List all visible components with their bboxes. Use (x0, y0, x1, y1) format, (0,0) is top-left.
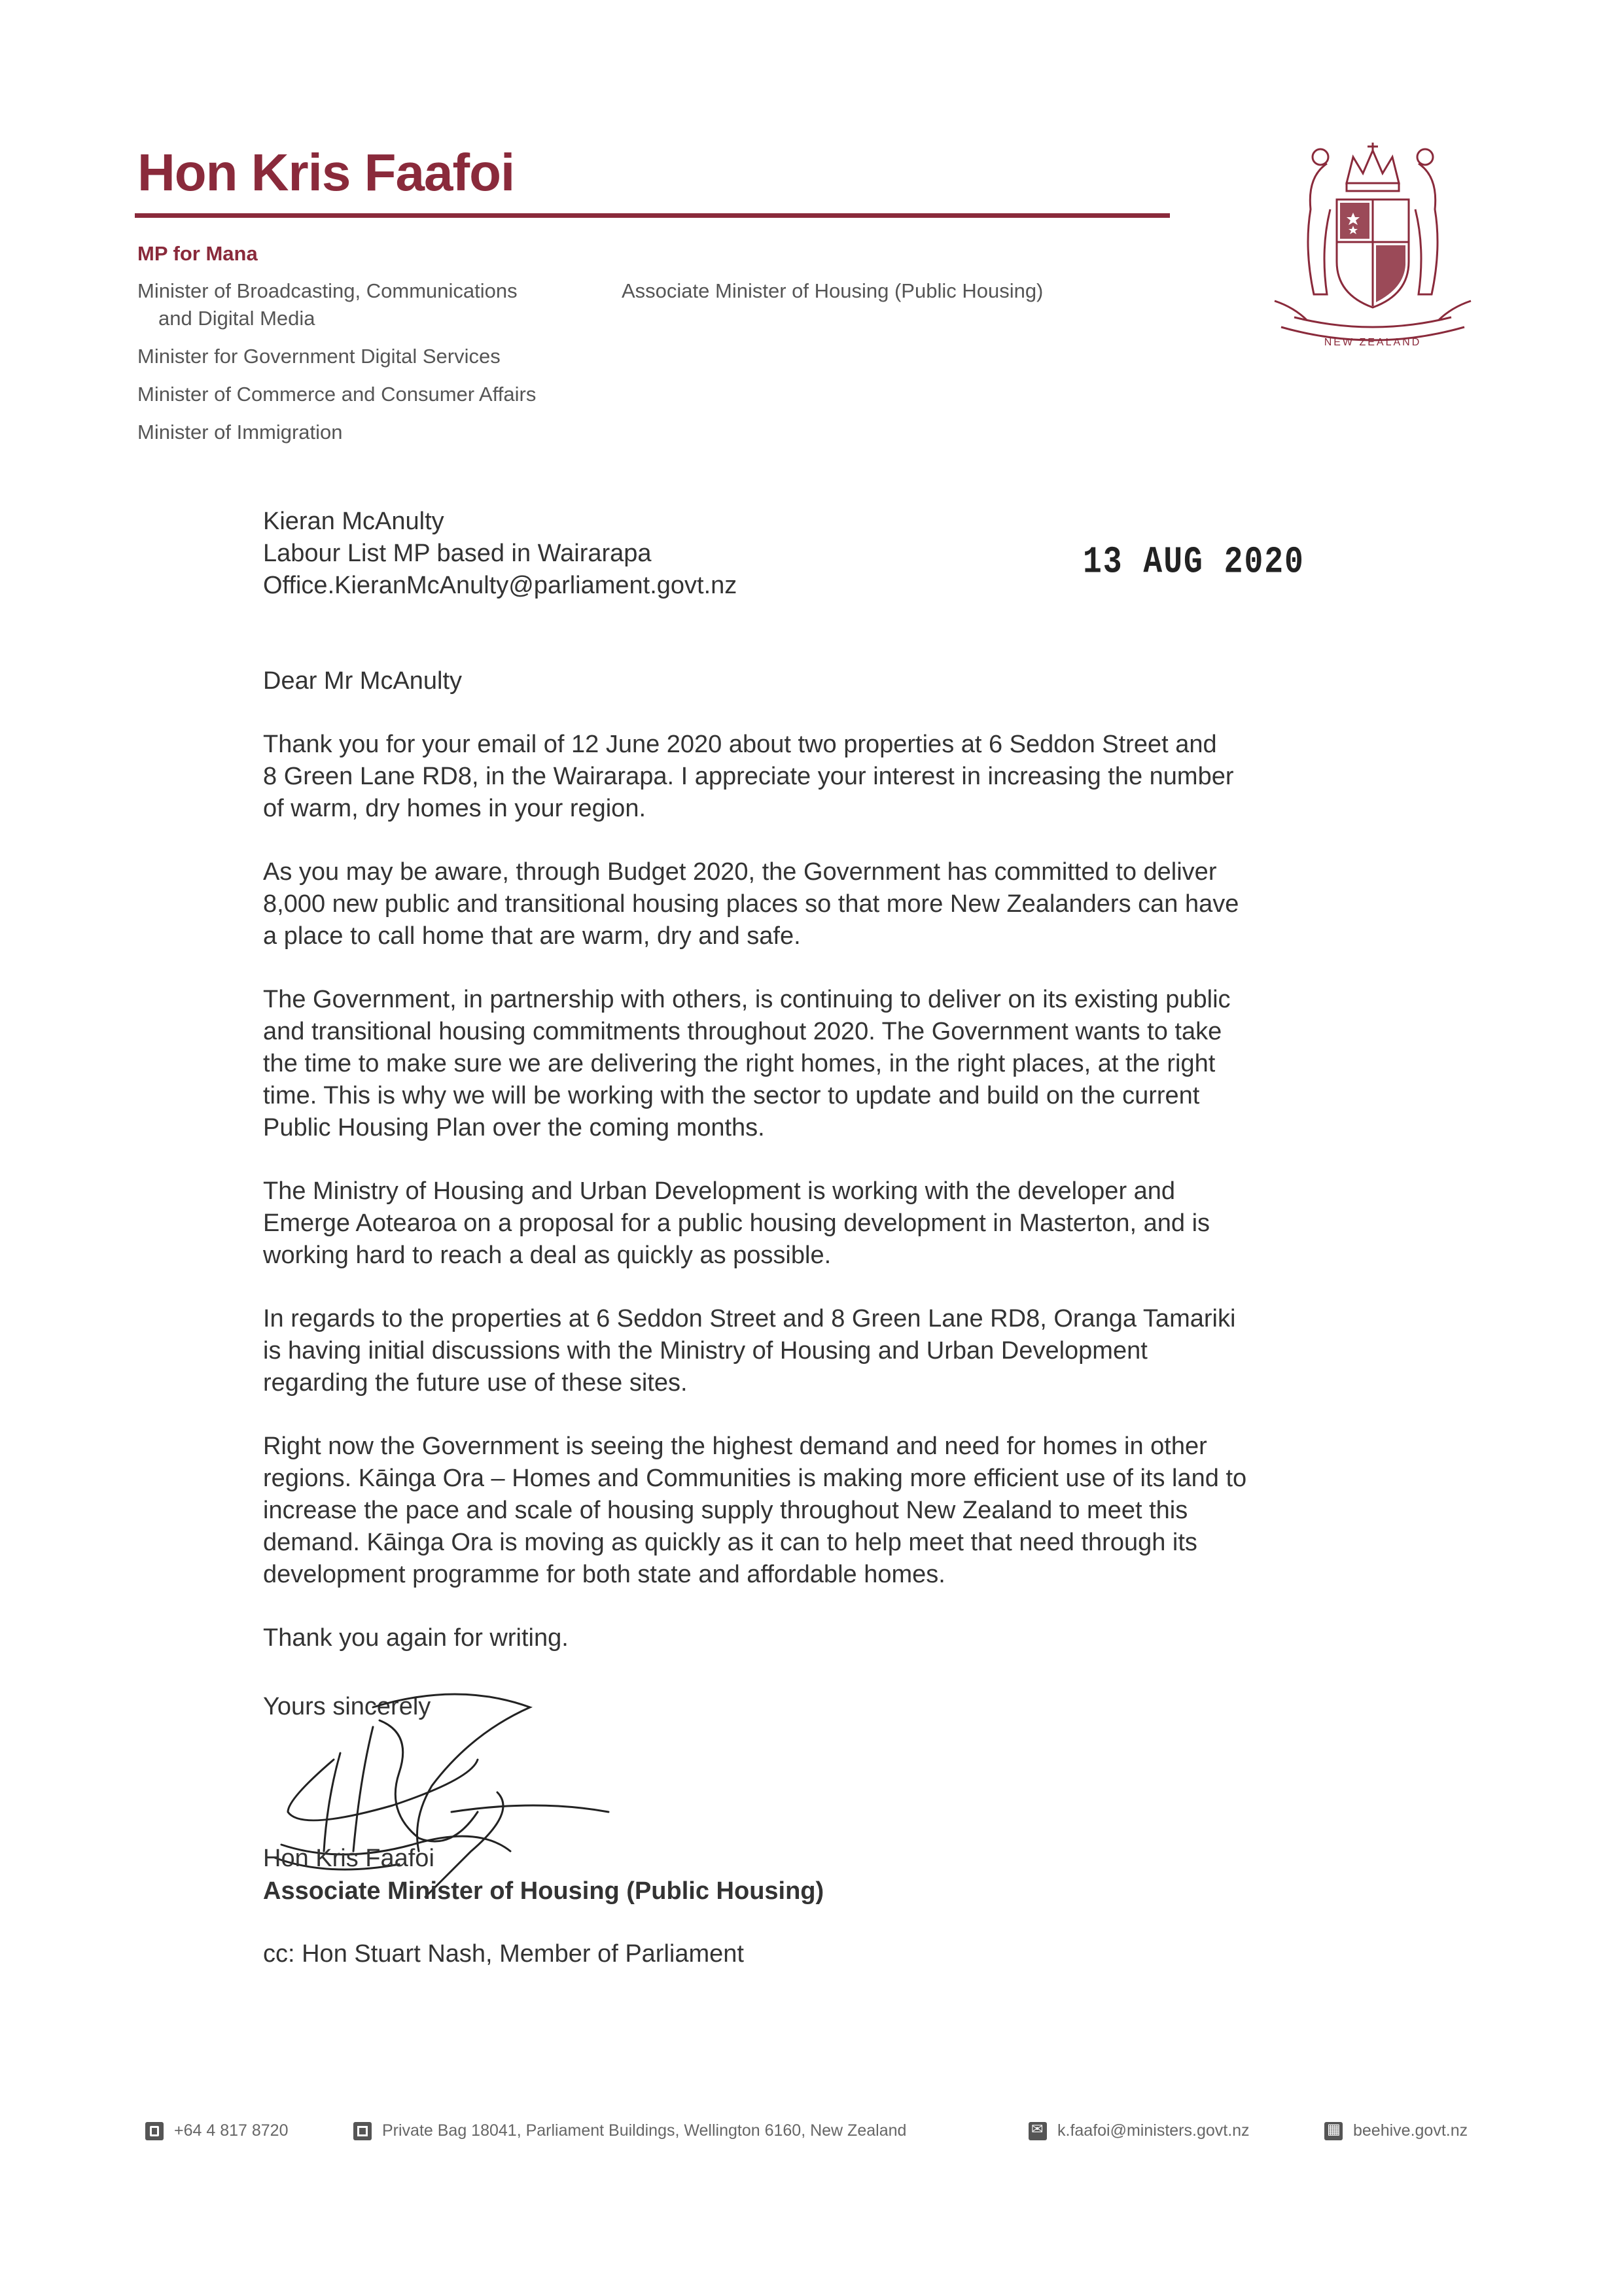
electorate: MP for Mana (137, 242, 258, 265)
coat-of-arms-icon (1255, 137, 1491, 360)
recipient-name: Kieran McAnulty (263, 508, 444, 535)
closing: Yours sincerely (263, 1693, 431, 1720)
paragraph: Thank you for your email of 12 June 2020 about two properties at 6 Seddon Street and 8 Green Lane RD8, in the Wairarapa. I appreciate your interest in increasing the number of warm, dry homes in your region. (263, 731, 1234, 822)
portfolio-item: Minister of Immigration (137, 421, 343, 444)
letter-body (263, 665, 1402, 1686)
portfolio-item: Minister of Broadcasting, Communications (137, 279, 518, 302)
web-icon (1324, 2122, 1343, 2140)
footer-website-text: beehive.govt.nz (1353, 2121, 1468, 2140)
recipient-title: Labour List MP based in Wairarapa (263, 540, 652, 567)
paragraph: The Ministry of Housing and Urban Development is working with the developer and Emerge Aotearoa on a proposal for a public housing development in Masterton, and is working hard to reach a deal as quickly as possible. (263, 1177, 1210, 1269)
date-stamp: 13 AUG 2020 (1083, 541, 1305, 584)
phone-icon (145, 2122, 164, 2140)
footer-address-text: Private Bag 18041, Parliament Buildings, Wellington 6160, New Zealand (382, 2121, 907, 2140)
email-icon (1029, 2122, 1047, 2140)
footer-address (353, 2121, 906, 2140)
crest-banner-text: NEW ZEALAND (1324, 337, 1422, 348)
portfolio-item: Minister for Government Digital Services (137, 345, 501, 368)
recipient-email: Office.KieranMcAnulty@parliament.govt.nz (263, 572, 737, 599)
footer-phone-text: +64 4 817 8720 (174, 2121, 289, 2140)
cc-line: cc: Hon Stuart Nash, Member of Parliament (263, 1940, 744, 1968)
minister-name: Hon Kris Faafoi (137, 143, 515, 201)
paragraph: The Government, in partnership with others, is continuing to deliver on its existing public and transitional housing commitments throughout 2020. The Government wants to take the time to make sure we are delivering the right homes, in the right places, at the right time. This is why we will be working with the sector to update and build on the current Public Housing Plan over the coming months. (263, 986, 1231, 1141)
portfolio-item: Minister of Commerce and Consumer Affairs (137, 383, 537, 406)
paragraph: As you may be aware, through Budget 2020, the Government has committed to deliver 8,000 new public and transitional housing places so that more New Zealanders can have a place to call home that are warm, dry and safe. (263, 858, 1239, 950)
recipient-block (263, 506, 737, 602)
footer-email (1029, 2121, 1250, 2140)
portfolio-item: and Digital Media (158, 307, 315, 330)
mailbox-icon (353, 2122, 372, 2140)
salutation: Dear Mr McAnulty (263, 667, 463, 695)
signatory-name: Hon Kris Faafoi (263, 1845, 434, 1872)
paragraph: Thank you again for writing. (263, 1624, 569, 1652)
footer-email-text: k.faafoi@ministers.govt.nz (1057, 2121, 1250, 2140)
signatory-title: Associate Minister of Housing (Public Housing) (263, 1877, 824, 1905)
portfolio-associate-housing: Associate Minister of Housing (Public Housing) (622, 279, 1044, 302)
header-rule (135, 213, 1170, 218)
footer-phone (145, 2121, 288, 2140)
paragraph: In regards to the properties at 6 Seddon Street and 8 Green Lane RD8, Oranga Tamariki is having initial discussions with the Ministry of Housing and Urban Development regarding the future use of these sites. (263, 1305, 1236, 1397)
footer-website (1324, 2121, 1468, 2140)
portfolio-list (137, 275, 648, 449)
paragraph: Right now the Government is seeing the highest demand and need for homes in other regions. Kāinga Ora – Homes and Communities is making more efficient use of its land to increase the pace and scale of housing supply throughout New Zealand to meet this demand. Kāinga Ora is moving as quickly as it can to help meet that need through its development programme for both state and affordable homes. (263, 1433, 1247, 1588)
